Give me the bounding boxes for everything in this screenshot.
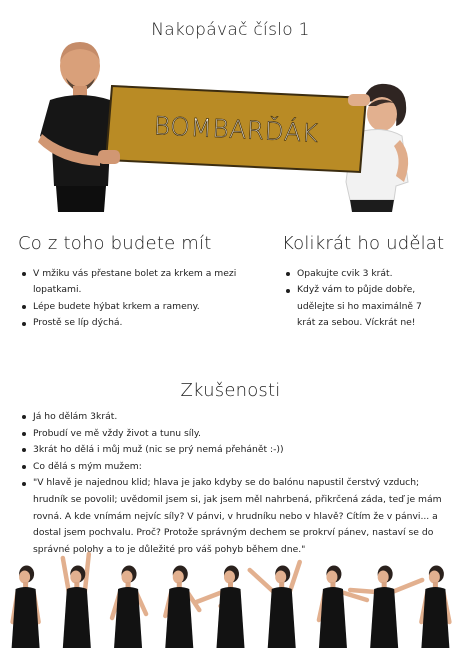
list-item: Prostě se líp dýchá.	[20, 315, 242, 331]
exercise-figure	[350, 566, 422, 649]
exercise-figure	[319, 566, 367, 649]
exercise-figure	[112, 566, 146, 649]
banner-text: BOMBARĎÁK	[153, 111, 320, 148]
exercise-figure	[197, 566, 245, 649]
list-item: Co dělá s mým mužem:	[20, 459, 448, 476]
banner	[98, 86, 370, 172]
list-item: Když vám to půjde dobře, udělejte si ho maximálně 7 krát za sebou. Víckrát ne!	[284, 282, 430, 331]
hero-illustration	[0, 36, 461, 212]
exercise-figure	[421, 566, 449, 649]
section-heading-benefits: Co z toho budete mít	[18, 233, 212, 254]
exercise-figure	[165, 566, 199, 649]
how-many-list	[284, 266, 430, 332]
list-item: Probudí ve mě vždy život a tunu síly.	[20, 426, 448, 443]
list-item: V mžiku vás přestane bolet za krkem a mezi lopatkami.	[20, 266, 242, 299]
page-title: Nakopávač číslo 1	[151, 20, 310, 40]
experience-list	[20, 409, 448, 558]
exercise-figure	[63, 554, 91, 648]
list-item: Já ho dělám 3krát.	[20, 409, 448, 426]
benefits-list	[20, 266, 242, 332]
exercise-sequence-illustration	[0, 544, 461, 650]
list-item: 3krát ho dělá i můj muž (nic se prý nemá přehánět :-))	[20, 442, 448, 459]
exercise-figure	[250, 562, 300, 648]
list-item: Opakujte cvik 3 krát.	[284, 266, 430, 282]
list-item: Lépe budete hýbat krkem a rameny.	[20, 299, 242, 315]
list-item: "V hlavě je najednou klid; hlava je jako kdyby se do balónu napustil čerstvý vzduch; hrudník se povolil; uvědomil jsem si, jak jsem měl nahrbená, přikrčená záda, teď je mám rovná. A kde vnímám nejvíc síly? V pánvi, v hrudníku nebo v hlavě? Cítím že v pánvi... a dostal jsem pochvalu. Proč? Protože správným dechem se prokrví pánev, nastaví se do správné polohy a to je důležité pro váš pohyb během dne."	[20, 475, 448, 558]
section-heading-experience: Zkušenosti	[180, 380, 281, 401]
section-heading-how-many: Kolikrát ho udělat	[282, 233, 445, 254]
exercise-figure	[12, 566, 40, 649]
